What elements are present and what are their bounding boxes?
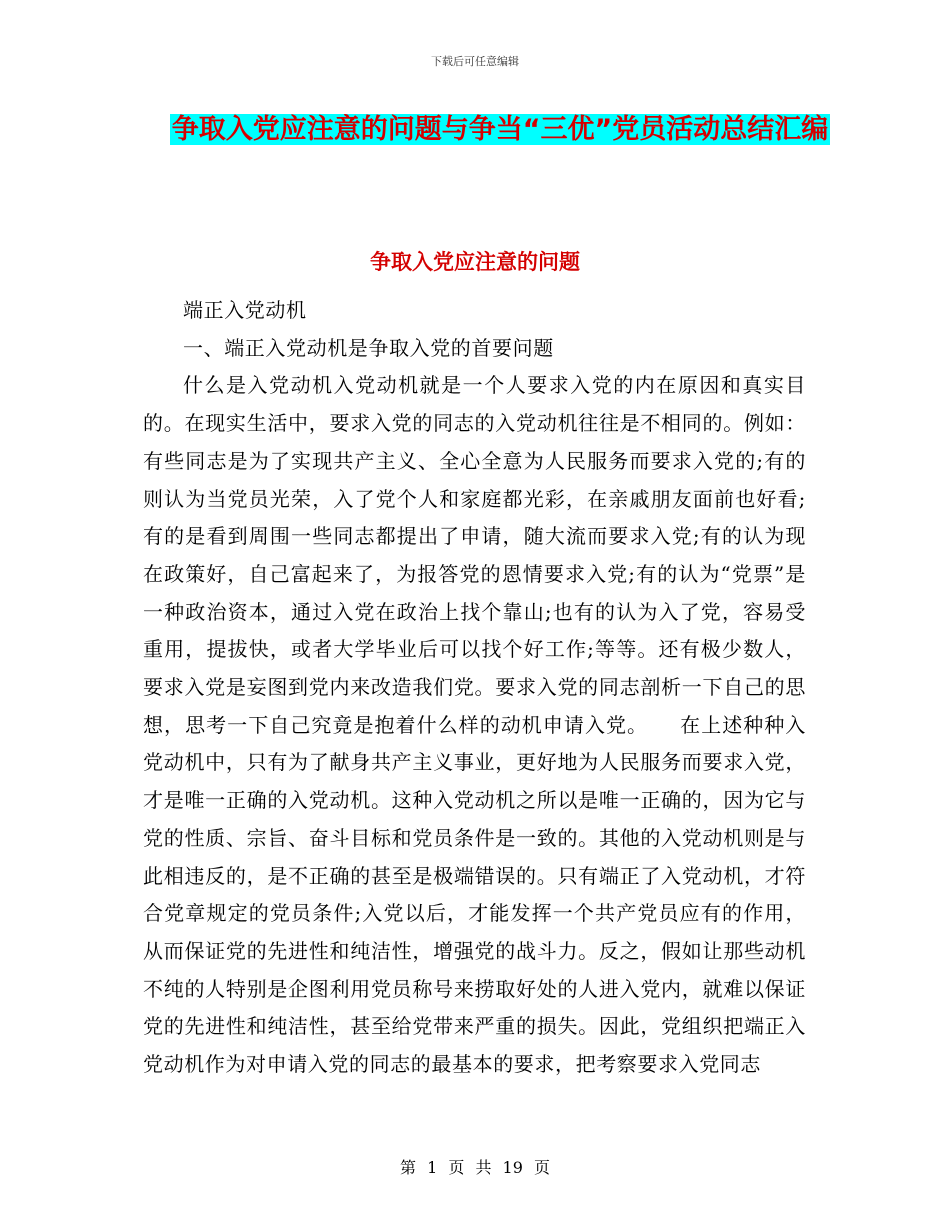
section-title: 争取入党应注意的问题 [370,250,580,274]
paragraph-heading: 端正入党动机 [183,298,307,322]
document-title [150,108,850,152]
document-title-text: 争取入党应注意的问题与争当“三优”党员活动总结汇编 [171,114,829,145]
page-number: 第 1 页 共 19 页 [400,1158,550,1177]
paragraph-subheading: 一、端正入党动机是争取入党的首要问题 [183,335,554,360]
paragraph-body: 什么是入党动机入党动机就是一个人要求入党的内在原因和真实目的。在现实生活中，要求入党的同志的入党动机往往是不相同的。例如：有些同志是为了实现共产主义、全心全意为人民服务而要求入党的;有的则认为当党员光荣，入了党个人和家庭都光彩，在亲戚朋友面前也好看;有的是看到周围一些同志都提出了申请，随大流而要求入党;有的认为现在政策好，自己富起来了，为报答党的恩情要求入党;有的认为“党票”是一种政治资本，通过入党在政治上找个靠山;也有的认为入了党，容易受重用，提拔快，或者大学毕业后可以找个好工作;等等。还有极少数人，要求入党是妄图到党内来改造我们党。要求入党的同志剖析一下自己的思想，思考一下自己究竟是抱着什么样的动机申请入党。 在上述种种入党动机中，只有为了献身共产主义事业，更好地为人民服务而要求入党，才是唯一正确的入党动机。这种入党动机之所以是唯一正确的，因为它与党的性质、宗旨、奋斗目标和党员条件是一致的。其他的入党动机则是与此相违反的，是不正确的甚至是极端错误的。只有端正了入党动机，才符合党章规定的党员条件;入党以后，才能发挥一个共产党员应有的作用，从而保证党的先进性和纯洁性，增强党的战斗力。反之，假如让那些动机不纯的人特别是企图利用党员称号来捞取好处的人进入党内，就难以保证党的先进性和纯洁性，甚至给党带来严重的损失。因此，党组织把端正入党动机作为对申请入党的同志的最基本的要求，把考察要求入党同志 [143,373,806,1077]
document-body [143,292,806,1084]
page-header-note: 下载后可任意编辑 [431,55,519,68]
